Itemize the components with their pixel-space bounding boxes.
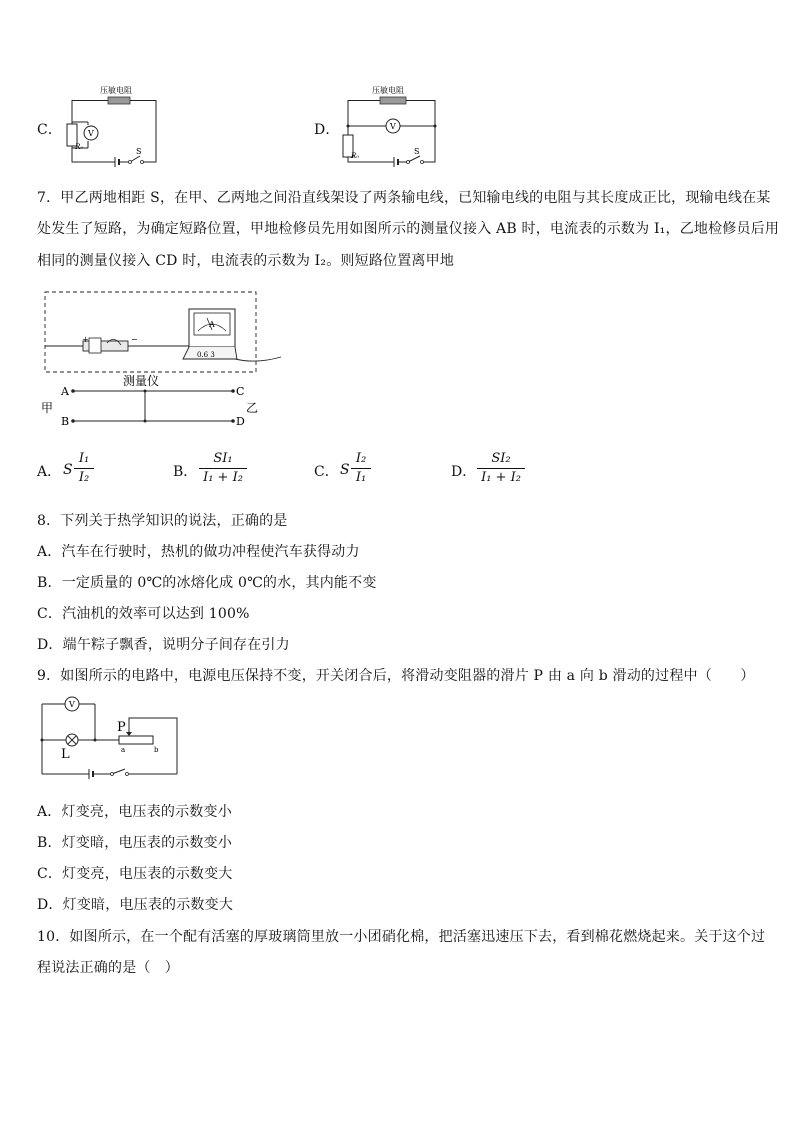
- svg-text:−: −: [131, 335, 138, 344]
- q7-option-c-label: C．: [314, 464, 339, 480]
- pressure-sensor-label: 压敏电阻: [100, 86, 132, 95]
- svg-text:A: A: [209, 320, 215, 329]
- pressure-sensor-resistor: [380, 97, 406, 104]
- q7-stem-line-2: 处发生了短路，为确定短路位置，甲地检修员先用如图所示的测量仪接入 AB 时，电流表的示数为 I₁，乙地检修员后用: [37, 221, 780, 237]
- svg-text:V: V: [69, 700, 75, 709]
- q6-option-d-circuit: [336, 82, 446, 172]
- q7-option-d-fraction: SI₂ I₁ + I₂: [477, 450, 525, 487]
- point-d-label: D: [236, 415, 245, 428]
- q7-stem-line-3: 相同的测量仪接入 CD 时，电流表的示数为 I₂。则短路位置离甲地: [37, 253, 455, 269]
- q8-option-d: D．端午粽子飘香，说明分子间存在引力: [37, 637, 290, 653]
- pressure-sensor-resistor: [108, 97, 130, 104]
- svg-text:R₀: R₀: [351, 152, 360, 160]
- point-a-label: A: [61, 385, 69, 398]
- switch-icon: [112, 769, 125, 774]
- svg-text:S: S: [414, 147, 420, 156]
- q9-circuit-figure: [37, 694, 187, 784]
- side-yi-label: 乙: [246, 401, 259, 415]
- q8-option-b: B．一定质量的 0℃的冰熔化成 0℃的水，其内能不变: [37, 575, 377, 591]
- slider-p-label: P: [117, 720, 126, 735]
- point-b-label: B: [61, 415, 70, 428]
- q6-option-d-label: D．: [314, 122, 340, 138]
- q7-option-b-fraction: SI₁ I₁ + I₂: [199, 450, 247, 487]
- q8-option-a: A．汽车在行驶时，热机的做功冲程使汽车获得动力: [37, 544, 360, 560]
- lamp-label: L: [61, 747, 70, 762]
- q8-option-c: C．汽油机的效率可以达到 100%: [37, 606, 250, 622]
- svg-text:V: V: [88, 129, 94, 138]
- q9-option-b: B．灯变暗，电压表的示数变小: [37, 835, 233, 851]
- q6-option-c-label: C．: [37, 122, 63, 138]
- q6-option-c-circuit: [60, 82, 170, 172]
- q9-stem: 9．如图所示的电路中，电源电压保持不变，开关闭合后，将滑动变阻器的滑片 P 由 a 向 b 滑动的过程中（ ）: [37, 668, 755, 684]
- svg-text:V: V: [390, 122, 396, 131]
- switch-icon: [408, 156, 420, 162]
- q7-option-c-fraction: I₂ I₁: [351, 450, 371, 487]
- rheostat-icon: [119, 736, 153, 744]
- q7-option-a-prefix: S: [63, 462, 73, 478]
- q9-option-d: D．灯变暗，电压表的示数变大: [37, 897, 234, 913]
- point-c-label: C: [236, 385, 245, 398]
- q9-option-a: A．灯变亮，电压表的示数变小: [37, 804, 232, 820]
- measuring-instrument-label: 测量仪: [123, 374, 160, 388]
- q10-stem-line-2: 程说法正确的是（ ）: [37, 960, 179, 976]
- q7-stem-line-1: 7．甲乙两地相距 S，在甲、乙两地之间沿直线架设了两条输电线，已知输电线的电阻与其长度成正比，现输电线在某: [37, 190, 771, 206]
- svg-text:0.6 3: 0.6 3: [197, 351, 215, 359]
- svg-text:a: a: [121, 746, 126, 754]
- q8-stem: 8．下列关于热学知识的说法，正确的是: [37, 513, 288, 529]
- svg-text:S: S: [136, 147, 142, 156]
- q7-option-a-fraction: I₁ I₂: [74, 450, 94, 487]
- q7-measuring-figure: [37, 287, 287, 432]
- q7-option-c-prefix: S: [340, 462, 350, 478]
- q7-option-d-label: D．: [451, 464, 477, 480]
- q7-option-b-label: B．: [173, 464, 198, 480]
- svg-text:b: b: [154, 746, 159, 754]
- pressure-sensor-label: 压敏电阻: [372, 86, 404, 95]
- side-jia-label: 甲: [41, 401, 54, 415]
- svg-text:+: +: [82, 335, 89, 344]
- q7-option-a-label: A．: [37, 464, 62, 480]
- q9-option-c: C．灯变亮，电压表的示数变大: [37, 866, 233, 882]
- svg-text:R₀: R₀: [75, 143, 84, 151]
- q10-stem-line-1: 10．如图所示，在一个配有活塞的厚玻璃筒里放一小团硝化棉，把活塞迅速压下去，看到棉花燃烧起来。关于这个过: [37, 929, 766, 945]
